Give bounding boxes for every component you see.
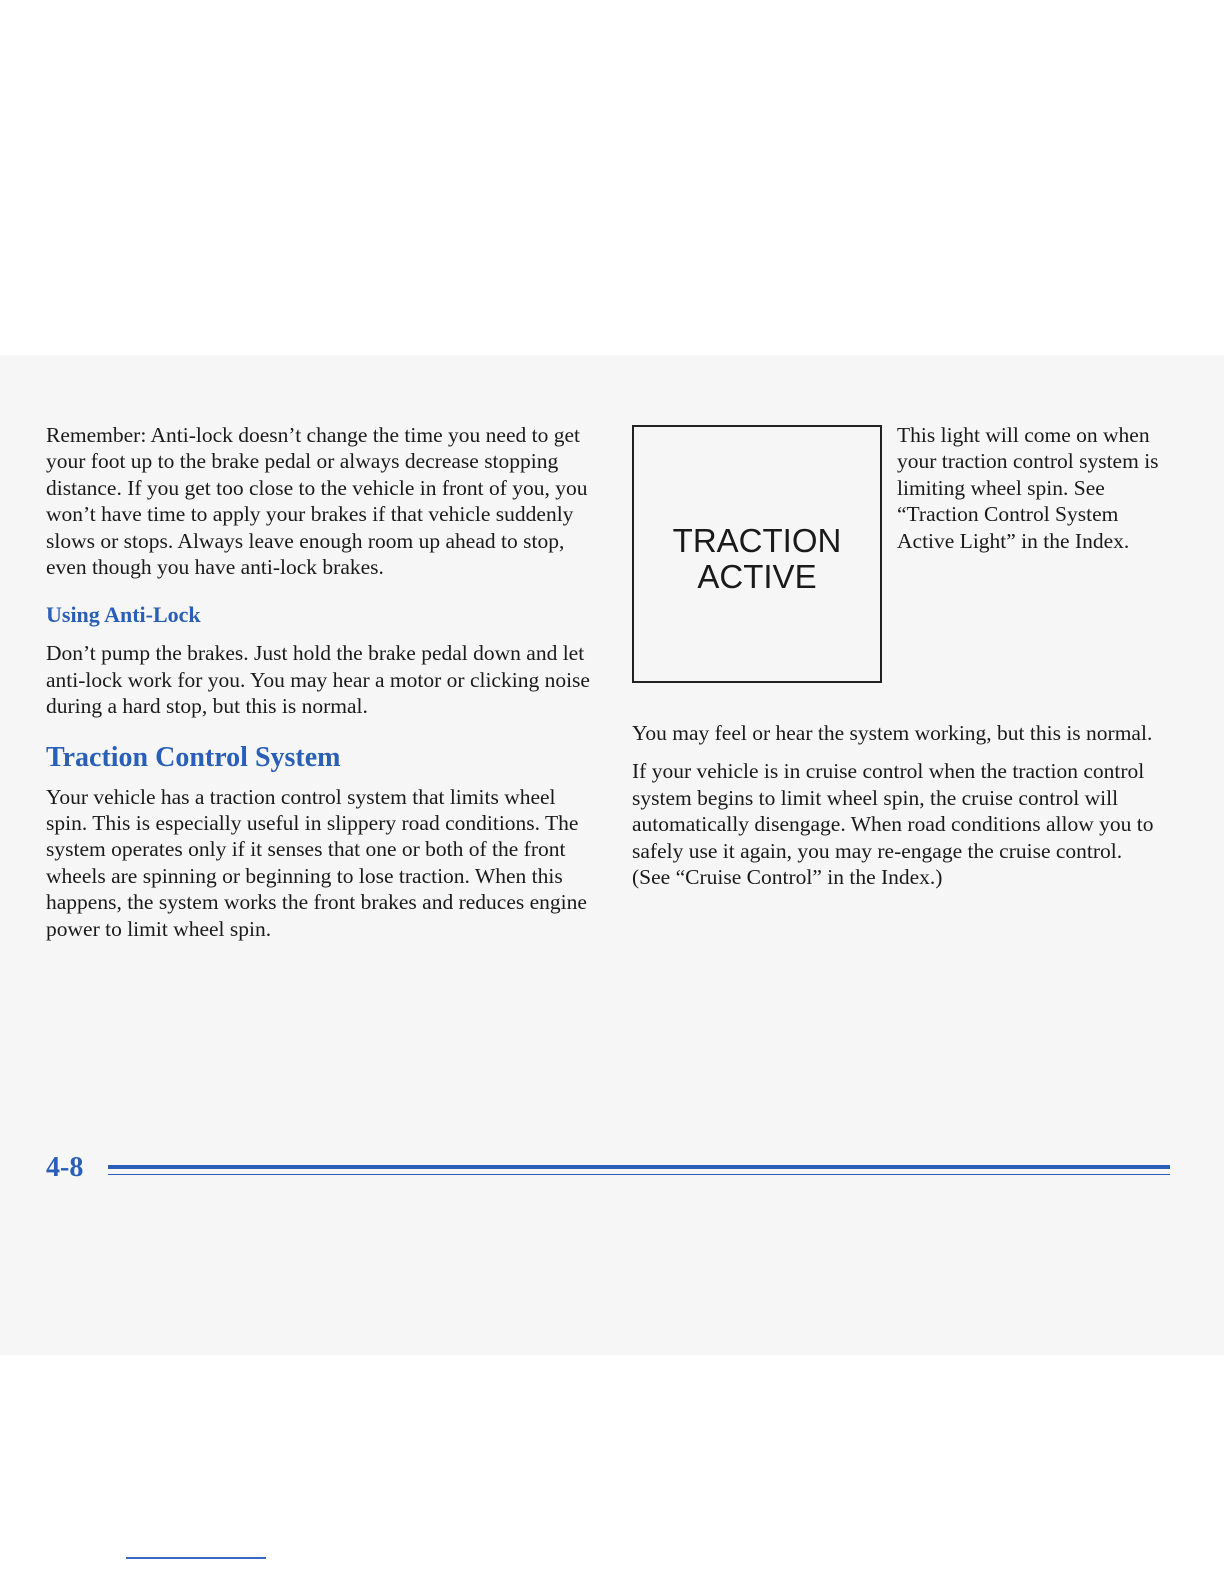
traction-control-heading: Traction Control System (46, 741, 341, 773)
indicator-line-1: TRACTION (672, 522, 842, 559)
traction-active-indicator-illustration (632, 425, 882, 683)
bottom-link-mark (126, 1557, 266, 1559)
traction-control-paragraph: Your vehicle has a traction control system that limits wheel spin. This is especially useful in slippery road conditions. The system operates only if it senses that one or both of the front wheels are spinning or beginning to lose traction. When this happens, the system works the front brakes and reduces engine power to limit wheel spin. (46, 784, 587, 941)
indicator-label (634, 523, 880, 595)
indicator-caption: This light will come on when your traction control system is limiting wheel spin. See “Traction Control System Active Light” in the Index. (897, 423, 1159, 553)
right-column (632, 720, 1162, 890)
page-number: 4-8 (46, 1152, 84, 1183)
footer-rule-thin (108, 1174, 1170, 1175)
anti-lock-paragraph: Don’t pump the brakes. Just hold the brake pedal down and let anti-lock work for you. You may hear a motor or clicking noise during a hard stop, but this is normal. (46, 641, 590, 719)
indicator-line-2: ACTIVE (697, 558, 817, 595)
footer-rule-thick (108, 1165, 1170, 1169)
remember-paragraph: Remember: Anti-lock doesn’t change the time you need to get your foot up to the brake pedal or always decrease stopping distance. If you get too close to the vehicle in front of you, you won’t have time to apply your brakes if that vehicle suddenly slows or stops. Always leave enough room up ahead to stop, even though you have anti-lock brakes. (46, 423, 588, 580)
using-anti-lock-heading: Using Anti-Lock (46, 602, 201, 628)
page-footer (46, 1152, 1170, 1192)
left-column (46, 422, 594, 942)
system-working-paragraph: You may feel or hear the system working, but this is normal. (632, 721, 1153, 745)
cruise-control-paragraph: If your vehicle is in cruise control when the traction control system begins to limit wheel spin, the cruise control will automatically disengage. When road conditions allow you to safely use it again, you may re-engage the cruise control. (See “Cruise Control” in the Index.) (632, 759, 1154, 890)
